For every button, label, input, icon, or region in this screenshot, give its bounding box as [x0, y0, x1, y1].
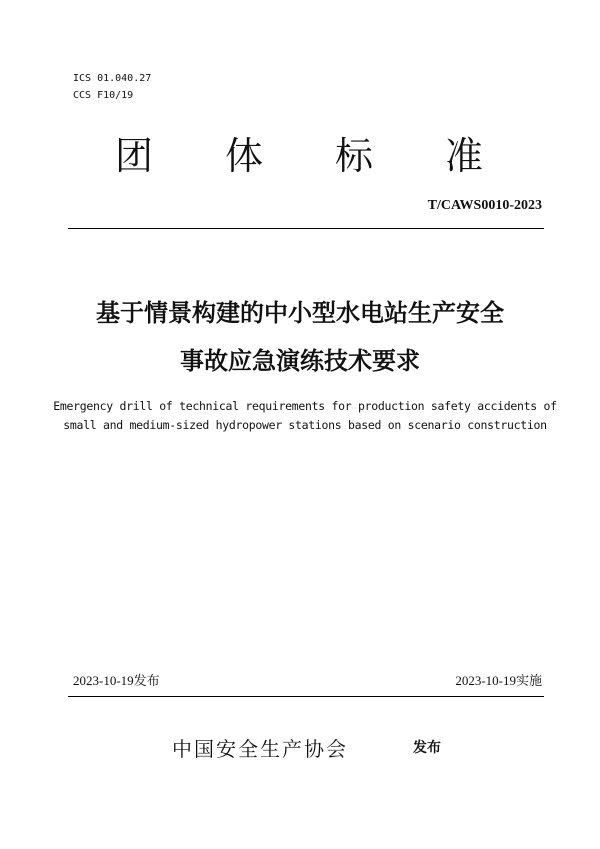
category-char: 体 — [225, 134, 264, 178]
classification-codes — [73, 70, 151, 104]
ics-code: ICS 01.040.27 — [73, 73, 152, 84]
divider — [68, 696, 544, 697]
category-char: 准 — [445, 134, 484, 178]
ccs-code: CCS F10/19 — [73, 90, 134, 101]
title-cn-line1: 基于情景构建的中小型水电站生产安全 — [96, 299, 504, 327]
divider — [68, 228, 544, 229]
publisher: 中国安全生产协会 — [172, 737, 348, 761]
category-char: 团 — [115, 134, 154, 178]
title-cn-line2: 事故应急演练技术要求 — [180, 347, 420, 375]
title-en: Emergency drill of technical requirements for production safety accidents of small and medium-sized hydropower stations based on scenario construction — [53, 399, 557, 432]
category-char: 标 — [335, 134, 374, 178]
standard-number: T/CAWS0010-2023 — [427, 198, 542, 213]
effective-date: 2023-10-19实施 — [455, 673, 542, 688]
issue-date: 2023-10-19发布 — [73, 673, 160, 688]
publish-label: 发布 — [413, 740, 441, 756]
